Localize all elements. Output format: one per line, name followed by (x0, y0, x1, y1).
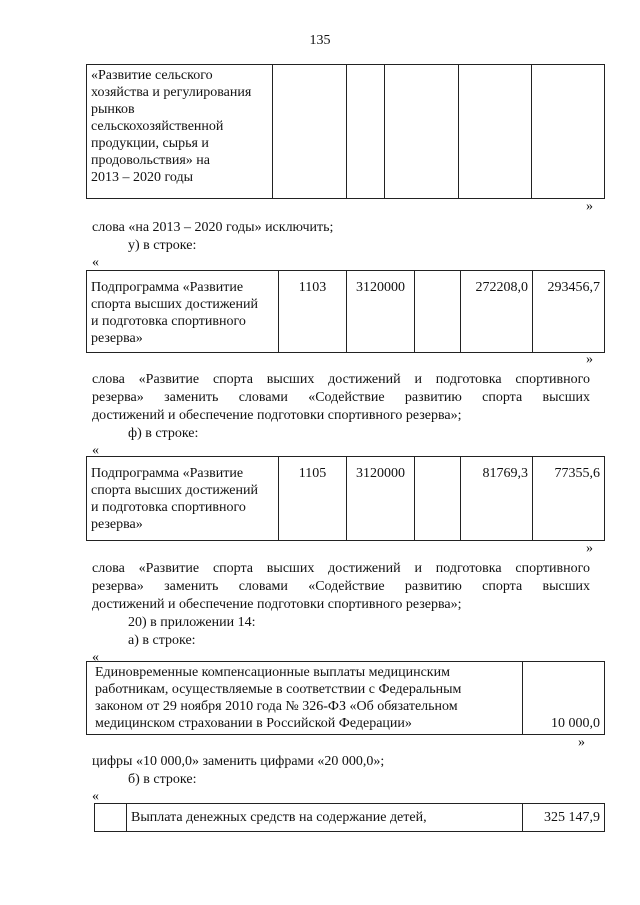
text-replace-figures: цифры «10 000,0» заменить цифрами «20 000,0»; (92, 754, 385, 769)
value-cell: 81769,3 (461, 457, 533, 541)
empty-cell (415, 457, 461, 541)
table-sport-1105 (86, 456, 605, 541)
row-title-line: продовольствия» на (91, 153, 210, 168)
para2-line2: резерва» заменить словами «Содействие развитию спорта высших (92, 390, 590, 405)
table-sport-1103 (86, 270, 605, 353)
value-cell: 325 147,9 (523, 804, 605, 832)
table-agriculture-row (86, 64, 605, 199)
row-title-cell (87, 457, 279, 541)
row-title-cell: Выплата денежных средств на содержание детей, (127, 804, 523, 832)
row-title-line: продукции, сырья и (91, 136, 209, 151)
value-cell: 293456,7 (533, 271, 605, 353)
open-quote: « (92, 789, 99, 804)
page-number: 135 (309, 33, 331, 48)
row-title-line: резерва» (91, 331, 143, 346)
empty-cell (415, 271, 461, 353)
code-cell: 1103 (279, 271, 347, 353)
row-title-line: рынков (91, 102, 135, 117)
row-title-line: и подготовка спортивного (91, 500, 246, 515)
row-title-line: Подпрограмма «Развитие (91, 280, 244, 295)
para3-line3: достижений и обеспечение подготовки спортивного резерва»; (92, 597, 462, 612)
close-quote: » (586, 541, 593, 556)
close-quote: » (586, 352, 593, 367)
empty-cell (273, 65, 347, 199)
open-quote: « (92, 255, 99, 270)
row-title-line: хозяйства и регулирования (91, 85, 252, 100)
row-title-line: законом от 29 ноября 2010 года № 326-ФЗ «Об обязательном (95, 699, 458, 714)
item-f: ф) в строке: (128, 426, 199, 441)
empty-cell (459, 65, 532, 199)
open-quote: « (92, 443, 99, 458)
item-u: у) в строке: (128, 238, 197, 253)
code-cell: 1105 (279, 457, 347, 541)
row-title-line: и подготовка спортивного (91, 314, 246, 329)
table-child-support (94, 803, 605, 832)
item-a: а) в строке: (128, 633, 196, 648)
empty-cell (532, 65, 605, 199)
row-title-line: работникам, осуществляемые в соответствии с Федеральным (95, 682, 462, 697)
empty-cell (385, 65, 459, 199)
row-title-line: спорта высших достижений (91, 297, 259, 312)
value-cell: 77355,6 (533, 457, 605, 541)
row-title-cell (87, 271, 279, 353)
para2-line3: достижений и обеспечение подготовки спортивного резерва»; (92, 408, 462, 423)
value-cell: 272208,0 (461, 271, 533, 353)
para2-line1: слова «Развитие спорта высших достижений и подготовка спортивного (92, 372, 590, 387)
empty-cell (95, 804, 127, 832)
close-quote: » (578, 735, 585, 750)
para3-line2: резерва» заменить словами «Содействие развитию спорта высших (92, 579, 590, 594)
value-cell: 10 000,0 (523, 662, 605, 735)
code-cell: 3120000 (347, 457, 415, 541)
row-title-line: спорта высших достижений (91, 483, 259, 498)
code-cell: 3120000 (347, 271, 415, 353)
row-title-line: «Развитие сельского (91, 68, 213, 83)
row-title-line: Единовременные компенсационные выплаты медицинским (95, 665, 450, 680)
empty-cell (347, 65, 385, 199)
close-quote: » (586, 199, 593, 214)
text-exclude-years: слова «на 2013 – 2020 годы» исключить; (92, 220, 334, 235)
row-title-cell (87, 662, 523, 735)
row-title-line: 2013 – 2020 годы (91, 170, 194, 185)
row-title-line: резерва» (91, 517, 143, 532)
item-20: 20) в приложении 14: (128, 615, 256, 630)
item-b: б) в строке: (128, 772, 197, 787)
table-compensation (86, 661, 605, 735)
row-title-line: сельскохозяйственной (91, 119, 224, 134)
row-title-line: медицинском страховании в Российской Федерации» (95, 716, 412, 731)
open-quote: « (92, 650, 99, 665)
row-title-cell (87, 65, 273, 199)
row-title-line: Подпрограмма «Развитие (91, 466, 244, 481)
para3-line1: слова «Развитие спорта высших достижений и подготовка спортивного (92, 561, 590, 576)
